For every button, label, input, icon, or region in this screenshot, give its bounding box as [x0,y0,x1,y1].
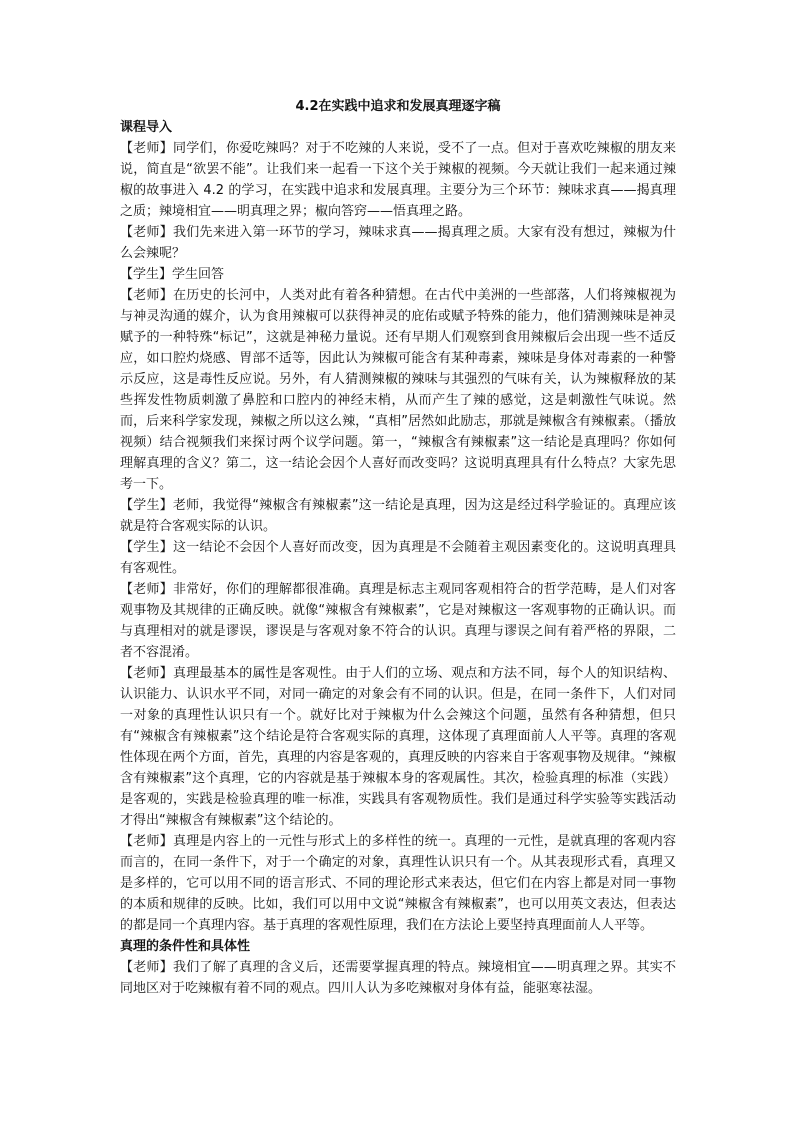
paragraph: 【学生】学生回答 [120,267,225,282]
section-heading-conditional: 真理的条件性和具体性 [120,939,251,954]
paragraph: 【老师】我们了解了真理的含义后，还需要掌握真理的特点。辣境相宜——明真理之界。其实不同地区对于吃辣椒有着不同的观点。四川人认为多吃辣椒对身体有益，能驱寒祛湿。 [120,960,676,996]
paragraph: 【老师】在历史的长河中，人类对此有着各种猜想。在古代中美洲的一些部落，人们将辣椒视为与神灵沟通的媒介，认为食用辣椒可以获得神灵的庇佑或赋予特殊的能力，他们猜测辣味是神灵赋予的一种特殊“标记”，这就是神秘力量说。还有早期人们观察到食用辣椒后会出现一些不适反应，如口腔灼烧感、胃部不适等，因此认为辣椒可能含有某种毒素，辣味是身体对毒素的一种警示反应，这是毒性反应说。另外，有人猜测辣椒的辣味与其强烈的气味有关，认为辣椒释放的某些挥发性物质刺激了鼻腔和口腔内的神经末梢，从而产生了辣的感觉，这是刺激性气味说。然而，后来科学家发现，辣椒之所以这么辣，“真相”居然如此励志，那就是辣椒含有辣椒素。（播放视频）结合视频我们来探讨两个议学问题。第一，“辣椒含有辣椒素”这一结论是真理吗？你如何理解真理的含义？第二，这一结论会因个人喜好而改变吗？这说明真理具有什么特点？大家先思考一下。 [120,288,676,492]
section-heading-intro: 课程导入 [120,120,173,135]
paragraph: 【老师】同学们，你爱吃辣吗？对于不吃辣的人来说，受不了一点。但对于喜欢吃辣椒的朋友来说，简直是“欲罢不能”。让我们来一起看一下这个关于辣椒的视频。今天就让我们一起来通过辣椒的故事进入 4.2 的学习，在实践中追求和发展真理。主要分为三个环节：辣味求真——揭真理之质；辣境相宜——明真理之界；椒向答窍——悟真理之路。 [120,141,676,219]
paragraph: 【老师】真理是内容上的一元性与形式上的多样性的统一。真理的一元性，是就真理的客观内容而言的，在同一条件下，对于一个确定的对象，真理性认识只有一个。从其表现形式看，真理又是多样的，它可以用不同的语言形式、不同的理论形式来表达，但它们在内容上都是对同一事物的本质和规律的反映。比如，我们可以用中文说“辣椒含有辣椒素”，也可以用英文表达，但表达的都是同一个真理内容。基于真理的客观性原理，我们在方法论上要坚持真理面前人人平等。 [120,834,676,933]
paragraph: 【学生】老师，我觉得“辣椒含有辣椒素”这一结论是真理，因为这是经过科学验证的。真理应该就是符合客观实际的认识。 [120,498,676,534]
paragraph: 【学生】这一结论不会因个人喜好而改变，因为真理是不会随着主观因素变化的。这说明真理具有客观性。 [120,540,676,576]
paragraph: 【老师】非常好，你们的理解都很准确。真理是标志主观同客观相符合的哲学范畴，是人们对客观事物及其规律的正确反映。就像“辣椒含有辣椒素”，它是对辣椒这一客观事物的正确认识。而与真理相对的就是谬误，谬误是与客观对象不符合的认识。真理与谬误之间有着严格的界限，二者不容混淆。 [120,582,676,660]
paragraph: 【老师】我们先来进入第一环节的学习，辣味求真——揭真理之质。大家有没有想过，辣椒为什么会辣呢？ [120,225,676,261]
paragraph: 【老师】真理最基本的属性是客观性。由于人们的立场、观点和方法不同，每个人的知识结构、认识能力、认识水平不同，对同一确定的对象会有不同的认识。但是，在同一条件下，人们对同一对象的真理性认识只有一个。就好比对于辣椒为什么会辣这个问题，虽然有各种猜想，但只有“辣椒含有辣椒素”这个结论是符合客观实际的真理，这体现了真理面前人人平等。真理的客观性体现在两个方面，首先，真理的内容是客观的，真理反映的内容来自于客观事物及规律。“辣椒含有辣椒素”这个真理，它的内容就是基于辣椒本身的客观属性。其次，检验真理的标准（实践）是客观的，实践是检验真理的唯一标准，实践具有客观物质性。我们是通过科学实验等实践活动才得出“辣椒含有辣椒素”这个结论的。 [120,666,676,828]
document-title: 4.2在实践中追求和发展真理逐字稿 [295,99,501,114]
